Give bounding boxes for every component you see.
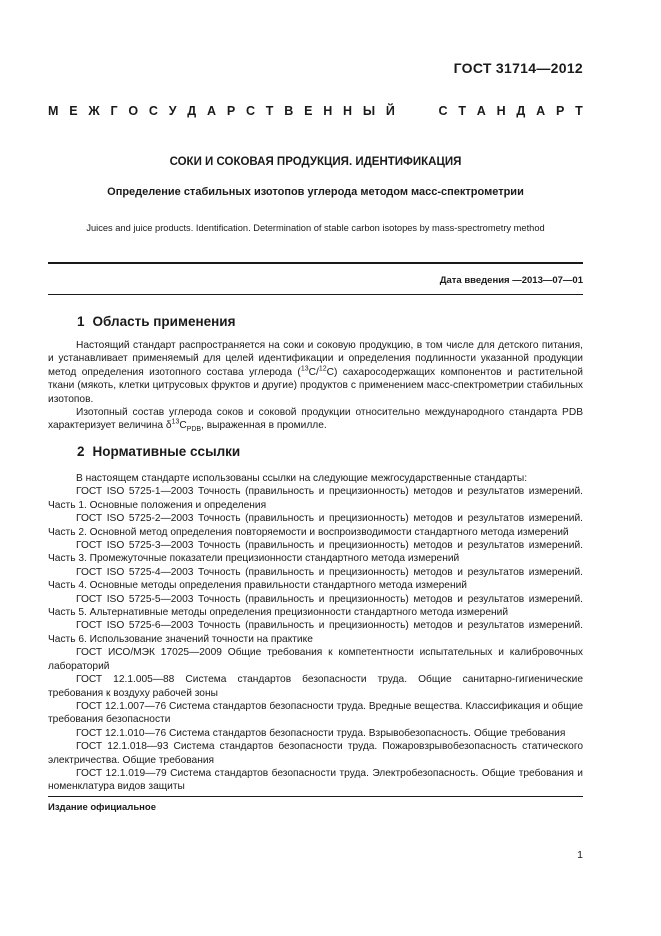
reference-item: ГОСТ ISO 5725-3—2003 Точность (правильность и прецизионность) методов и результатов измерений. Часть 3. Промежуточные показатели прецизионности стандартного метода измерений [48,540,583,565]
banner-letter: С [438,104,448,118]
section-1-number: 1 [77,314,85,329]
header-rule-thick [48,262,583,264]
section-1-paragraph-2: Изотопный состав углерода соков и соковой продукции относительно международного стандарта PDB характеризует величина $\delta^{13}C_{PDB}$, выраженная в промилле. [48,407,583,434]
section-1-heading [77,314,235,329]
banner-letter: О [128,104,139,118]
banner-letter: Ы [362,104,376,118]
official-edition-label: Издание официальное [48,802,156,813]
reference-item: ГОСТ 12.1.005—88 Система стандартов безопасности труда. Общие санитарно-гигиенические требования к воздуху рабочей зоны [48,674,583,699]
section-2-heading [77,444,240,459]
reference-item: ГОСТ ISO 5725-5—2003 Точность (правильность и прецизионность) методов и результатов измерений. Часть 5. Альтернативные методы определения прецизионности стандартного метода измерений [48,593,583,619]
banner-letter: Е [304,104,313,118]
footer-rule [48,796,583,797]
banner-letter: У [168,104,177,118]
reference-item: ГОСТ 12.1.007—76 Система стандартов безопасности труда. Вредные вещества. Классификация и общие требования безопасности [48,700,583,726]
reference-item: ГОСТ 12.1.018—93 Система стандартов безопасности труда. Пожаровзрывобезопасность статического электричества. Общие требования [48,741,583,766]
header-rule-thin [48,294,583,295]
section-1-paragraph-1: Настоящий стандарт распространяется на соки и соковую продукцию, в том числе для детского питания, и устанавливает применяемый для целей идентификации и определения подлинности указанной продукции метод определения изотопного состава углерода ($^{13}$C/$^{12}$C) сахаросодержащих компонентов и растительной ткани (мякоть, клетки цитрусовых фруктов и другие) продуктов с применением масс-спектрометрии стабильных изотопов. [48,340,583,405]
reference-item: ГОСТ ИСО/МЭК 17025—2009 Общие требования к компетентности испытательных и калибровочных лабораторий [48,647,583,672]
banner-letter: А [536,104,546,118]
english-title: Juices and juice products. Identification. Determination of stable carbon isotopes by mass-spectrometry method [86,223,545,233]
gost-number: ГОСТ 31714—2012 [453,60,583,76]
banner-letter: М [48,104,59,118]
banner-letter: А [207,104,217,118]
reference-item: ГОСТ ISO 5725-2—2003 Точность (правильность и прецизионность) методов и результатов измерений. Часть 2. Основной метод определения повторяемости и воспроизводимости стандартного метода измерений [48,513,583,538]
introduction-date: Дата введения —2013—07—01 [439,275,583,286]
document-title: СОКИ И СОКОВАЯ ПРОДУКЦИЯ. ИДЕНТИФИКАЦИЯ [169,156,462,168]
section-1-body [48,339,583,433]
section-1-title: Область применения [92,314,236,329]
interstate-standard-banner [48,104,583,118]
section-2-intro: В настоящем стандарте использованы ссылки на следующие межгосударственные стандарты: [76,473,528,484]
banner-letter: Н [323,104,333,118]
banner-letter: С [245,104,255,118]
banner-letter: Т [458,104,466,118]
reference-item: ГОСТ ISO 5725-4—2003 Точность (правильность и прецизионность) методов и результатов измерений. Часть 4. Основные методы определения правильности стандартного метода измерений [48,566,583,592]
banner-letter: Г [110,104,118,118]
banner-letter: Д [516,104,526,118]
banner-letter: Ж [88,104,100,118]
document-subtitle: Определение стабильных изотопов углерода методом масс-спектрометрии [107,186,524,198]
banner-letter: Е [69,104,78,118]
banner-letter: Й [385,104,395,118]
reference-item: ГОСТ 12.1.010—76 Система стандартов безопасности труда. Взрывобезопасность. Общие требования [76,727,566,739]
banner-letter: Н [496,104,506,118]
banner-letter: Т [265,104,274,118]
section-2-number: 2 [77,444,85,459]
page-number: 1 [577,849,583,861]
section-2-body [48,472,583,794]
banner-letter: Р [226,104,236,118]
banner-letter: С [148,104,158,118]
banner-letter: В [284,104,294,118]
banner-letter: Д [187,104,197,118]
banner-letter: Т [575,104,583,118]
section-2-title: Нормативные ссылки [92,444,241,459]
reference-item: ГОСТ ISO 5725-1—2003 Точность (правильность и прецизионность) методов и результатов измерений. Часть 1. Основные положения и определения [48,486,583,511]
banner-letter: А [476,104,486,118]
reference-item: ГОСТ 12.1.019—79 Система стандартов безопасности труда. Электробезопасность. Общие требования и номенклатура видов защиты [48,767,583,793]
banner-letter: Р [555,104,565,118]
banner-letter: Н [343,104,353,118]
banner-gap [406,104,428,118]
reference-item: ГОСТ ISO 5725-6—2003 Точность (правильность и прецизионность) методов и результатов измерений. Часть 6. Использование значений точности на практике [48,620,583,645]
